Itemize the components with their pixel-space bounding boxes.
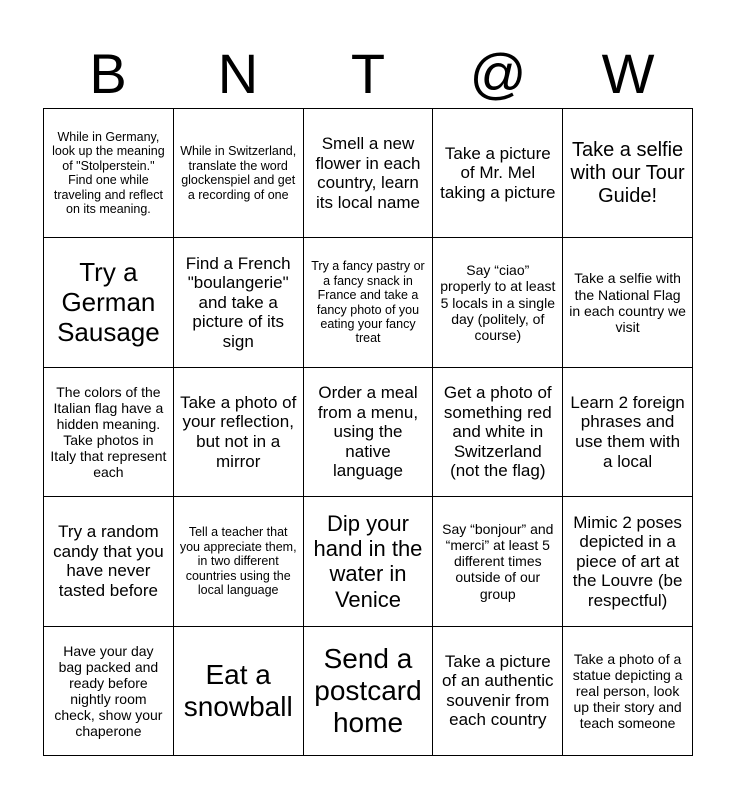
bingo-cell[interactable]: Send a postcard home — [304, 627, 434, 756]
header-letter-n: N — [217, 42, 259, 105]
bingo-cell[interactable]: Say “ciao” properly to at least 5 locals in a single day (politely, of course) — [433, 238, 563, 367]
bingo-cell[interactable]: Find a French "boulangerie" and take a picture of its sign — [174, 238, 304, 367]
header-letter-w: W — [601, 42, 655, 105]
bingo-cell[interactable]: Dip your hand in the water in Venice — [304, 497, 434, 626]
bingo-grid — [43, 108, 693, 756]
bingo-cell[interactable]: Smell a new flower in each country, learn its local name — [304, 109, 434, 238]
bingo-header — [43, 40, 693, 108]
bingo-cell[interactable]: Order a meal from a menu, using the native language — [304, 368, 434, 497]
bingo-cell[interactable]: Mimic 2 poses depicted in a piece of art at the Louvre (be respectful) — [563, 497, 693, 626]
bingo-cell[interactable]: Take a photo of your reflection, but not in a mirror — [174, 368, 304, 497]
bingo-cell[interactable]: Take a selfie with our Tour Guide! — [563, 109, 693, 238]
bingo-cell[interactable]: Say “bonjour” and “merci” at least 5 different times outside of our group — [433, 497, 563, 626]
bingo-cell[interactable]: Have your day bag packed and ready before nightly room check, show your chaperone — [44, 627, 174, 756]
bingo-cell[interactable]: Take a picture of Mr. Mel taking a picture — [433, 109, 563, 238]
bingo-cell[interactable]: The colors of the Italian flag have a hidden meaning. Take photos in Italy that represent each — [44, 368, 174, 497]
bingo-cell[interactable]: Learn 2 foreign phrases and use them with a local — [563, 368, 693, 497]
bingo-cell[interactable]: Try a German Sausage — [44, 238, 174, 367]
bingo-cell[interactable]: Get a photo of something red and white in Switzerland (not the flag) — [433, 368, 563, 497]
bingo-cell[interactable]: Take a selfie with the National Flag in each country we visit — [563, 238, 693, 367]
header-letter-t: T — [350, 42, 386, 105]
bingo-cell[interactable]: Take a picture of an authentic souvenir from each country — [433, 627, 563, 756]
bingo-cell[interactable]: While in Switzerland, translate the word glockenspiel and get a recording of one — [174, 109, 304, 238]
bingo-cell[interactable]: Try a fancy pastry or a fancy snack in France and take a fancy photo of you eating your fancy treat — [304, 238, 434, 367]
header-letter-at: @ — [469, 42, 527, 105]
bingo-cell[interactable]: Take a photo of a statue depicting a real person, look up their story and teach someone — [563, 627, 693, 756]
bingo-cell[interactable]: Try a random candy that you have never tasted before — [44, 497, 174, 626]
header-letter-b: B — [89, 42, 127, 105]
bingo-cell[interactable]: While in Germany, look up the meaning of "Stolperstein." Find one while traveling and reflect on its meaning. — [44, 109, 174, 238]
bingo-cell[interactable]: Tell a teacher that you appreciate them, in two different countries using the local language — [174, 497, 304, 626]
bingo-cell[interactable]: Eat a snowball — [174, 627, 304, 756]
